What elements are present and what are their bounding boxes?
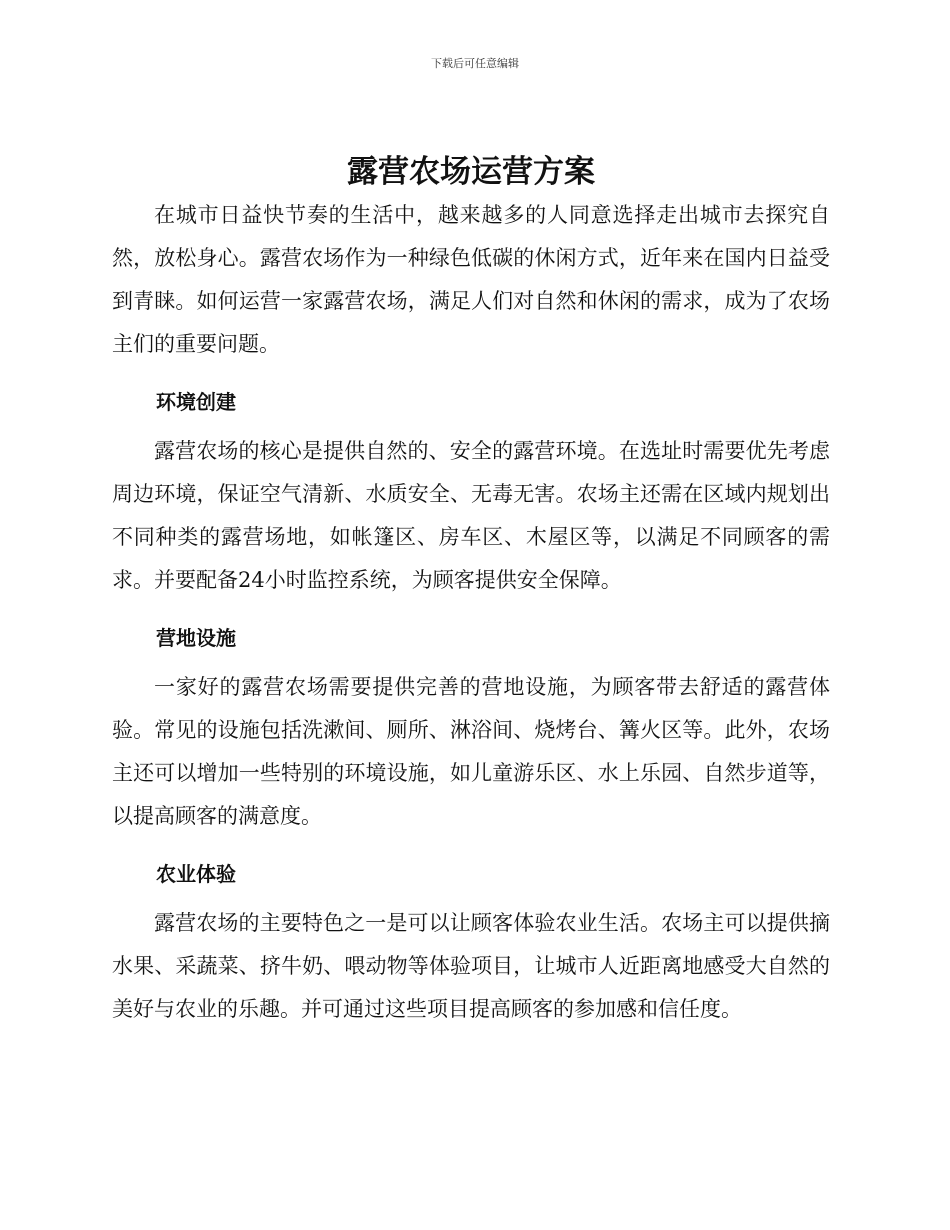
intro-paragraph: 在城市日益快节奏的生活中，越来越多的人同意选择走出城市去探究自然，放松身心。露营农场作为一种绿色低碳的休闲方式，近年来在国内日益受到青睐。如何运营一家露营农场，满足人们对自然和休闲的需求，成为了农场主们的重要问题。 bbox=[112, 203, 830, 356]
section-body-facilities: 一家好的露营农场需要提供完善的营地设施，为顾客带去舒适的露营体验。常见的设施包括洗漱间、厕所、淋浴间、烧烤台、篝火区等。此外，农场主还可以增加一些特别的环境设施，如儿童游乐区、水上乐园、自然步道等，以提高顾客的满意度。 bbox=[112, 675, 830, 828]
section-heading-agriculture: 农业体验 bbox=[156, 862, 236, 886]
page-header-note: 下载后可任意编辑 bbox=[431, 57, 519, 70]
section-body-environment: 露营农场的核心是提供自然的、安全的露营环境。在选址时需要优先考虑周边环境，保证空气清新、水质安全、无毒无害。农场主还需在区域内规划出不同种类的露营场地，如帐篷区、房车区、木屋区等，以满足不同顾客的需求。并要配备24小时监控系统，为顾客提供安全保障。 bbox=[112, 439, 830, 592]
section-heading-facilities: 营地设施 bbox=[156, 626, 236, 650]
section-heading-environment: 环境创建 bbox=[156, 390, 236, 414]
document-content bbox=[112, 150, 830, 1031]
document-title: 露营农场运营方案 bbox=[347, 154, 595, 190]
section-body-agriculture: 露营农场的主要特色之一是可以让顾客体验农业生活。农场主可以提供摘水果、采蔬菜、挤牛奶、喂动物等体验项目，让城市人近距离地感受大自然的美好与农业的乐趣。并可通过这些项目提高顾客的参加感和信任度。 bbox=[112, 911, 830, 1021]
